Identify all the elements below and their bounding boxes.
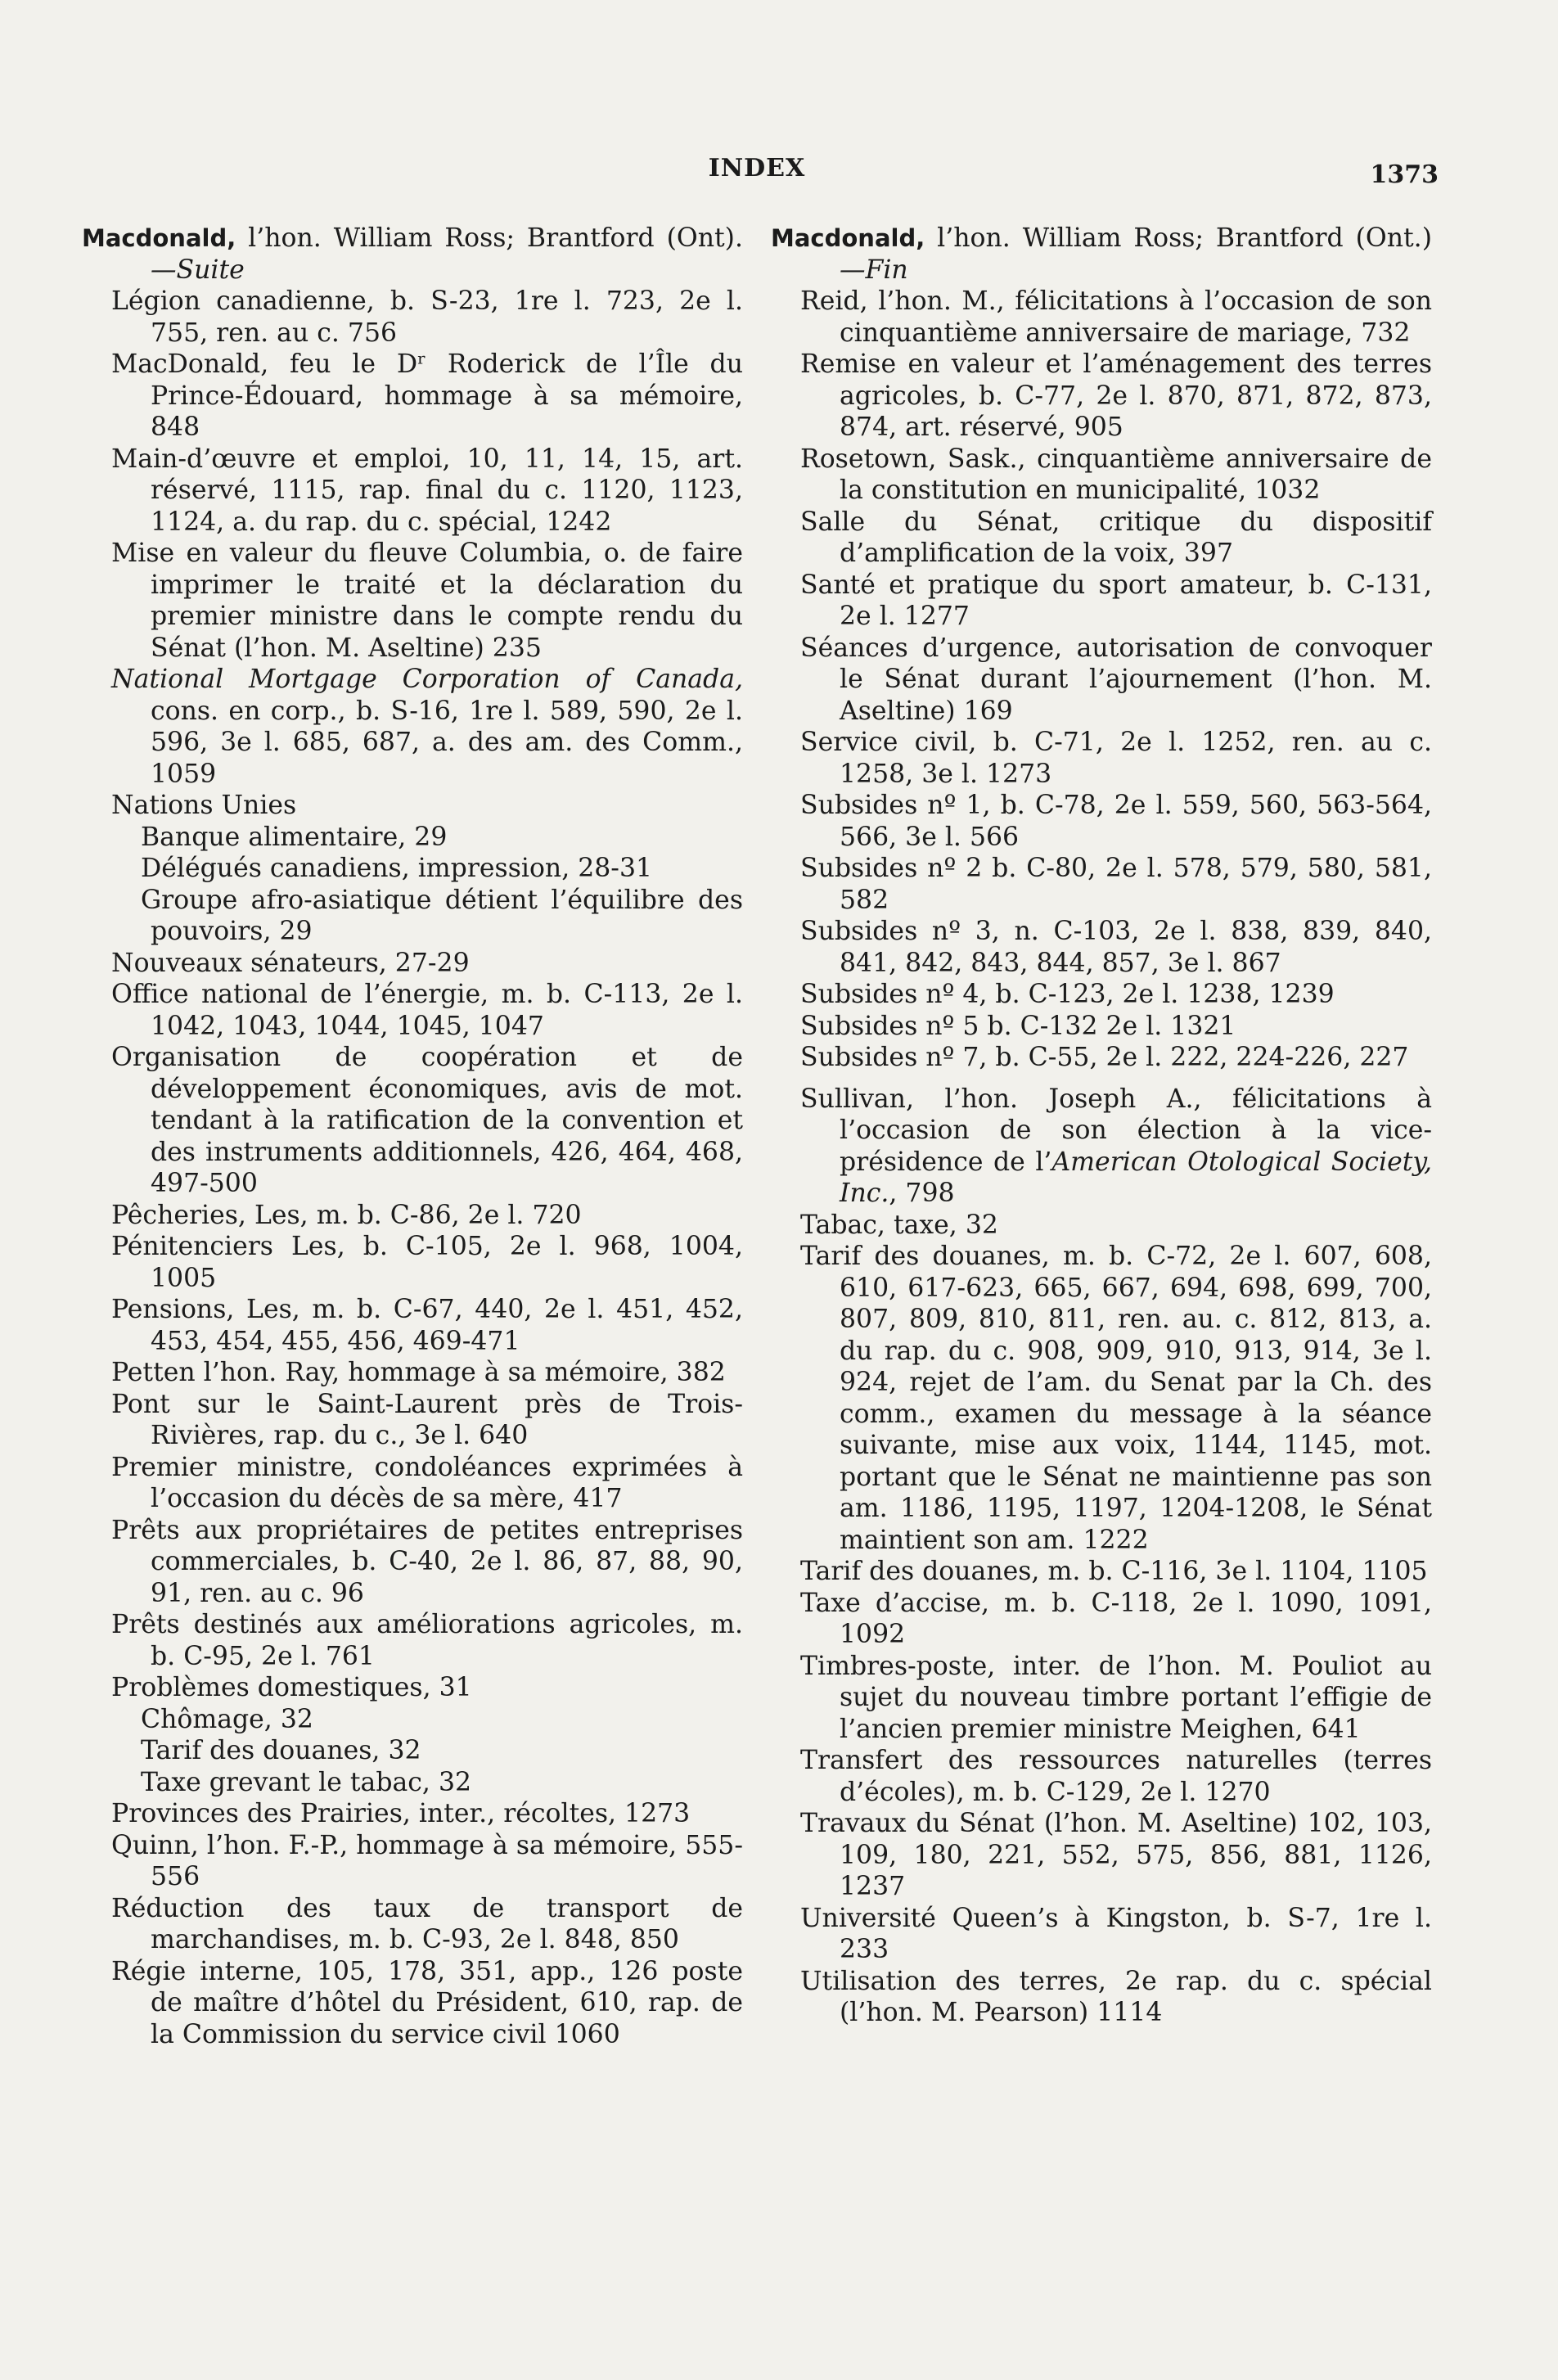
heading-name: Macdonald, bbox=[771, 224, 925, 252]
index-entry: Subsides nº 3, n. C-103, 2e l. 838, 839, 840, 841, 842, 843, 844, 857, 3e l. 867 bbox=[800, 917, 1432, 978]
index-entry: Nations Unies bbox=[111, 791, 297, 820]
entry-italic: National Mortgage Corporation of Canada, bbox=[111, 665, 743, 694]
index-heading bbox=[82, 223, 743, 286]
index-entry: Subsides nº 5 b. C-132 2e l. 1321 bbox=[800, 1011, 1236, 1041]
index-subentry: Taxe grevant le tabac, 32 bbox=[141, 1767, 472, 1797]
page-header bbox=[82, 154, 1439, 195]
entry-detail: cons. en corp., b. S-16, 1re l. 589, 590, 2e l. 596, 3e l. 685, 687, a. des am. des Comm., 1059 bbox=[151, 696, 743, 789]
index-entry: Salle du Sénat, critique du dispositif d’amplification de la voix, 397 bbox=[800, 507, 1432, 568]
index-entry: Mise en valeur du fleuve Columbia, o. de faire imprimer le traité et la déclaration du premier ministre dans le compte rendu du Sénat (l’hon. M. Aseltine) 235 bbox=[111, 539, 743, 663]
index-entry: Prêts destinés aux améliorations agricoles, m. b. C-95, 2e l. 761 bbox=[111, 1610, 743, 1671]
index-entry: Taxe d’accise, m. b. C-118, 2e l. 1090, 1091, 1092 bbox=[800, 1588, 1432, 1649]
page-number: 1373 bbox=[1370, 160, 1439, 189]
index-entry: Régie interne, 105, 178, 351, app., 126 poste de maître d’hôtel du Président, 610, rap. de la Commission du service civil 1060 bbox=[111, 1956, 743, 2049]
index-entry: Reid, l’hon. M., félicitations à l’occasion de son cinquantième anniversaire de mariage, 732 bbox=[800, 286, 1432, 348]
page-title: INDEX bbox=[708, 154, 806, 183]
index-subentry: Délégués canadiens, impression, 28-31 bbox=[141, 854, 653, 883]
heading-fin: —Fin bbox=[840, 255, 908, 285]
index-entry: Nouveaux sénateurs, 27-29 bbox=[111, 948, 470, 978]
index-subentry: Banque alimentaire, 29 bbox=[141, 822, 448, 852]
heading-suite: —Suite bbox=[151, 255, 245, 285]
index-subentry: Chômage, 32 bbox=[141, 1704, 313, 1734]
index-entry: Problèmes domestiques, 31 bbox=[111, 1673, 472, 1702]
heading-detail: l’hon. William Ross; Brantford (Ont). bbox=[236, 223, 743, 253]
entry-text: Sullivan, l’hon. Joseph A., félicitations à l’occasion de son élection à la vice-présidence de l’ bbox=[800, 1084, 1432, 1177]
heading-name: Macdonald, bbox=[82, 224, 236, 252]
index-entry: Organisation de coopération et de développement économiques, avis de mot. tendant à la ratification de la convention et des instruments additionnels, 426, 464, 468, 497-500 bbox=[111, 1043, 743, 1198]
index-entry: Rosetown, Sask., cinquantième anniversaire de la constitution en municipalité, 1032 bbox=[800, 444, 1432, 505]
index-entry: Provinces des Prairies, inter., récoltes, 1273 bbox=[111, 1799, 691, 1828]
index-entry: MacDonald, feu le Dʳ Roderick de l’Île du Prince-Édouard, hommage à sa mémoire, 848 bbox=[111, 349, 743, 442]
index-entry: Tarif des douanes, m. b. C-116, 3e l. 1104, 1105 bbox=[800, 1557, 1428, 1586]
index-entry: Séances d’urgence, autorisation de convoquer le Sénat durant l’ajournement (l’hon. M. Aseltine) 169 bbox=[800, 633, 1432, 726]
index-entry: Pêcheries, Les, m. b. C-86, 2e l. 720 bbox=[111, 1200, 582, 1230]
index-entry: Main-d’œuvre et emploi, 10, 11, 14, 15, art. réservé, 1115, rap. final du c. 1120, 1123, 1124, a. du rap. du c. spécial, 1242 bbox=[111, 444, 743, 537]
index-entry: Transfert des ressources naturelles (terres d’écoles), m. b. C-129, 2e l. 1270 bbox=[800, 1746, 1432, 1807]
right-column bbox=[771, 223, 1432, 2029]
index-entry: Service civil, b. C-71, 2e l. 1252, ren. au c. 1258, 3e l. 1273 bbox=[800, 728, 1432, 789]
index-heading bbox=[771, 223, 1432, 286]
index-entry: Travaux du Sénat (l’hon. M. Aseltine) 102, 103, 109, 180, 221, 552, 575, 856, 881, 1126, 1237 bbox=[800, 1809, 1432, 1901]
index-entry: Quinn, l’hon. F.-P., hommage à sa mémoire, 555-556 bbox=[111, 1830, 743, 1891]
index-entry: Subsides nº 4, b. C-123, 2e l. 1238, 1239 bbox=[800, 980, 1335, 1009]
index-entry: Remise en valeur et l’aménagement des terres agricoles, b. C-77, 2e l. 870, 871, 872, 873, 874, art. réservé, 905 bbox=[800, 349, 1432, 442]
index-entry: Réduction des taux de transport de marchandises, m. b. C-93, 2e l. 848, 850 bbox=[111, 1893, 743, 1954]
heading-detail: l’hon. William Ross; Brantford (Ont.) bbox=[925, 223, 1432, 253]
index-entry: Santé et pratique du sport amateur, b. C-131, 2e l. 1277 bbox=[800, 570, 1432, 631]
index-entry: Timbres-poste, inter. de l’hon. M. Pouliot au sujet du nouveau timbre portant l’effigie de l’ancien premier ministre Meighen, 641 bbox=[800, 1651, 1432, 1744]
index-entry bbox=[771, 1084, 1432, 1210]
index-entry: Pénitenciers Les, b. C-105, 2e l. 968, 1004, 1005 bbox=[111, 1232, 743, 1293]
entry-italic: American Otological Society, Inc. bbox=[840, 1147, 1432, 1208]
index-entry: Tarif des douanes, m. b. C-72, 2e l. 607, 608, 610, 617-623, 665, 667, 694, 698, 699, 700, 807, 809, 810, 811, ren. au. c. 812, 813, a. du rap. du c. 908, 909, 910, 913, 914, 3e l. 924, rejet de l’am. du Senat par la Ch. des comm., examen du message à la séance suivante, mise aux voix, 1144, 1145, mot. portant que le Sénat ne maintienne pas son am. 1186, 1195, 1197, 1204-1208, le Sénat maintient son am. 1222 bbox=[800, 1242, 1432, 1555]
index-subentry: Groupe afro-asiatique détient l’équilibre des pouvoirs, 29 bbox=[141, 885, 743, 946]
index-entry: Subsides nº 2 b. C-80, 2e l. 578, 579, 580, 581, 582 bbox=[800, 854, 1432, 915]
index-entry: Utilisation des terres, 2e rap. du c. spécial (l’hon. M. Pearson) 1114 bbox=[800, 1966, 1432, 2027]
index-entry: Légion canadienne, b. S-23, 1re l. 723, 2e l. 755, ren. au c. 756 bbox=[111, 286, 743, 348]
index-subentry: Tarif des douanes, 32 bbox=[141, 1736, 421, 1765]
index-entry: Université Queen’s à Kingston, b. S-7, 1re l. 233 bbox=[800, 1903, 1432, 1964]
left-column bbox=[82, 223, 743, 2050]
index-entry: Subsides nº 7, b. C-55, 2e l. 222, 224-226, 227 bbox=[800, 1043, 1409, 1072]
index-entry: Petten l’hon. Ray, hommage à sa mémoire, 382 bbox=[111, 1358, 726, 1387]
index-entry bbox=[82, 664, 743, 790]
entry-pages: , 798 bbox=[889, 1179, 955, 1208]
index-entry: Pont sur le Saint-Laurent près de Trois-Rivières, rap. du c., 3e l. 640 bbox=[111, 1389, 743, 1450]
index-entry: Pensions, Les, m. b. C-67, 440, 2e l. 451, 452, 453, 454, 455, 456, 469-471 bbox=[111, 1295, 743, 1356]
index-entry: Subsides nº 1, b. C-78, 2e l. 559, 560, 563-564, 566, 3e l. 566 bbox=[800, 791, 1432, 852]
index-entry: Prêts aux propriétaires de petites entreprises commerciales, b. C-40, 2e l. 86, 87, 88, 90, 91, ren. au c. 96 bbox=[111, 1515, 743, 1608]
index-entry: Office national de l’énergie, m. b. C-113, 2e l. 1042, 1043, 1044, 1045, 1047 bbox=[111, 980, 743, 1041]
index-entry: Premier ministre, condoléances exprimées à l’occasion du décès de sa mère, 417 bbox=[111, 1452, 743, 1513]
index-entry: Tabac, taxe, 32 bbox=[800, 1210, 998, 1240]
